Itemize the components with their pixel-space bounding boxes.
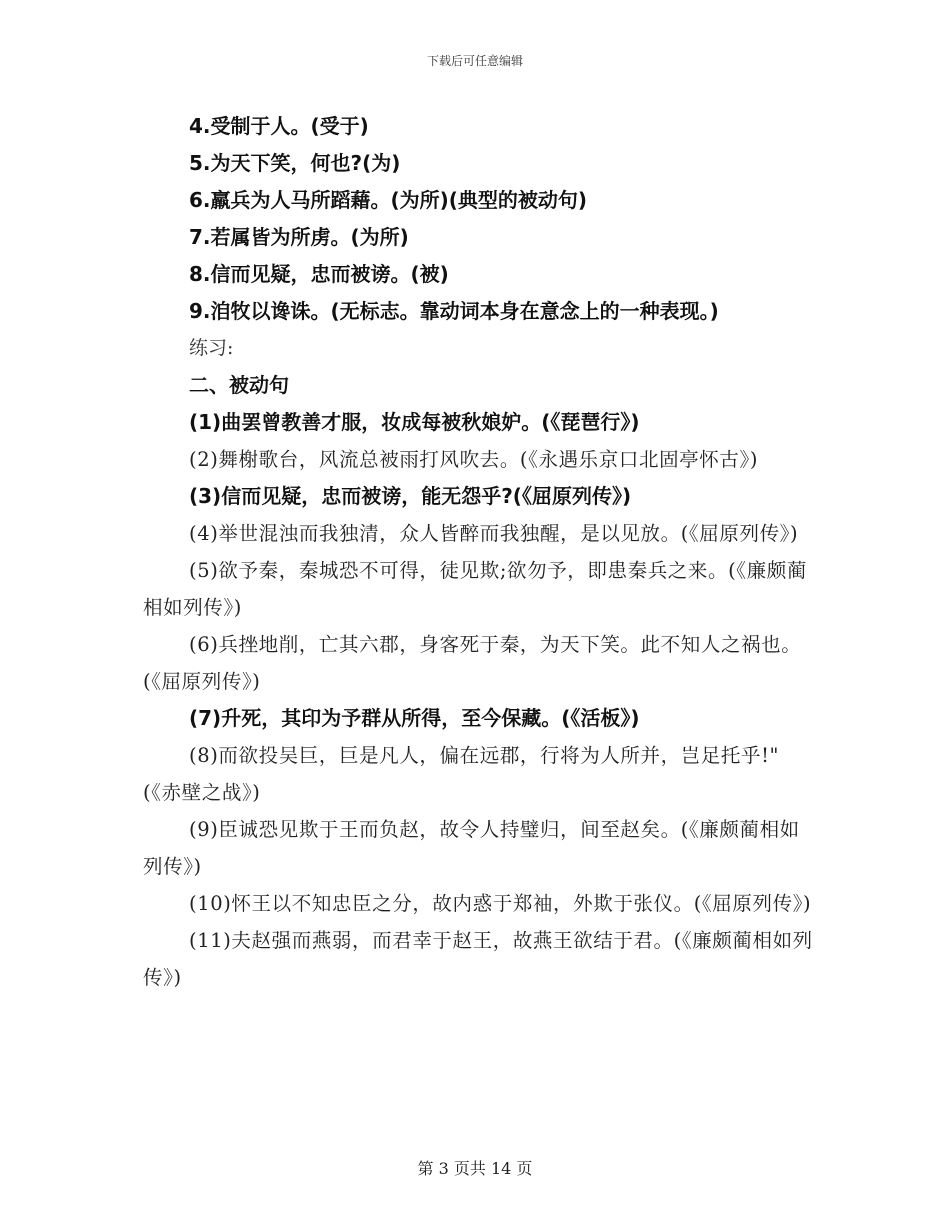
example-item: (2)舞榭歌台，风流总被雨打风吹去。(《永遇乐京口北固亭怀古》) — [189, 448, 759, 471]
list-item: 7.若属皆为所虏。(为所) — [189, 225, 409, 249]
page-footer: 第 3 页共 14 页 — [417, 1159, 533, 1178]
example-item: (9)臣诚恐见欺于王而负赵，故令人持璧归，间至赵矣。(《廉颇蔺相如列传》) — [143, 818, 800, 878]
example-item: (8)而欲投吴巨，巨是凡人，偏在远郡，行将为人所并，岂足托乎!"(《赤壁之战》) — [143, 744, 780, 804]
list-item: 4.受制于人。(受于) — [189, 114, 369, 138]
list-item: 8.信而见疑，忠而被谤。(被) — [189, 262, 449, 286]
practice-label: 练习: — [189, 337, 234, 359]
example-item: (6)兵挫地削，亡其六郡，身客死于秦，为天下笑。此不知人之祸也。(《屈原列传》) — [143, 633, 802, 693]
section-title: 二、被动句 — [189, 373, 289, 397]
list-item: 9.洎牧以谗诛。(无标志。靠动词本身在意念上的一种表现。) — [189, 299, 719, 323]
document-body — [143, 108, 813, 996]
list-item: 5.为天下笑，何也?(为) — [189, 151, 401, 175]
example-item: (3)信而见疑，忠而被谤，能无怨乎?(《屈原列传》) — [189, 484, 632, 508]
example-item: (7)升死，其印为予群从所得，至今保藏。(《活板》) — [189, 706, 640, 730]
example-item: (1)曲罢曾教善才服，妆成每被秋娘妒。(《琵琶行》) — [189, 410, 640, 434]
example-item: (4)举世混浊而我独清，众人皆醉而我独醒，是以见放。(《屈原列传》) — [189, 522, 799, 545]
list-item: 6.羸兵为人马所蹈藉。(为所)(典型的被动句) — [189, 188, 588, 212]
page-header: 下载后可任意编辑 — [426, 54, 523, 68]
example-item: (11)夫赵强而燕弱，而君幸于赵王，故燕王欲结于君。(《廉颇蔺相如列传》) — [143, 929, 813, 989]
example-item: (10)怀王以不知忠臣之分，故内惑于郑袖，外欺于张仪。(《屈原列传》) — [189, 892, 812, 915]
example-item: (5)欲予秦，秦城恐不可得，徒见欺;欲勿予，即患秦兵之来。(《廉颇蔺相如列传》) — [143, 559, 807, 619]
